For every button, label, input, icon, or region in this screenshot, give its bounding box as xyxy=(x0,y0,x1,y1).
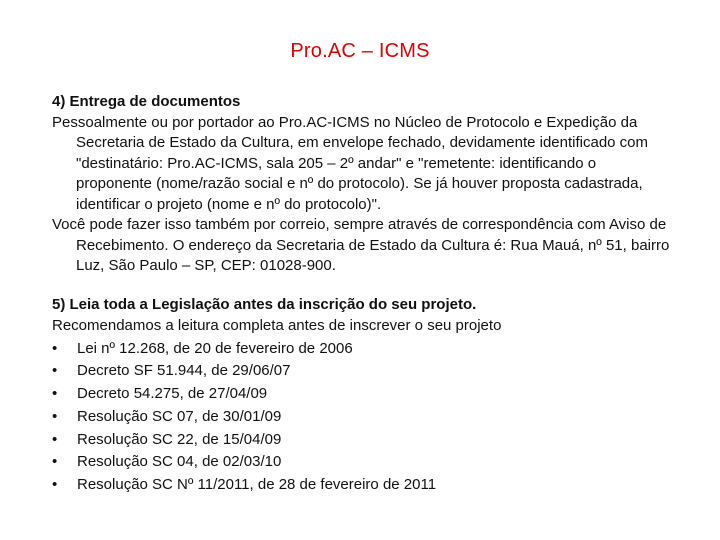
list-item xyxy=(52,451,672,474)
section-4-heading: 4) Entrega de documentos xyxy=(52,93,241,110)
section-5-intro: Recomendamos a leitura completa antes de inscrever o seu projeto xyxy=(52,317,502,334)
section-4-paragraph-mail: Você pode fazer isso também por correio, sempre através de correspondência com Aviso de Recebimento. O endereço da Secretaria de Estado da Cultura é: Rua Mauá, nº 51, bairro Luz, São Paulo – SP, CEP: 01028-900. xyxy=(52,216,670,274)
bullet-icon: • xyxy=(52,339,58,357)
list-item-text: Resolução SC 07, de 30/01/09 xyxy=(77,407,282,425)
list-item xyxy=(52,429,672,452)
legislation-list xyxy=(52,338,672,497)
section-5-heading: 5) Leia toda a Legislação antes da inscrição do seu projeto. xyxy=(52,295,477,313)
bullet-icon: • xyxy=(52,430,58,448)
list-item-text: Decreto 54.275, de 27/04/09 xyxy=(77,385,268,403)
list-item xyxy=(52,360,672,383)
bullet-icon: • xyxy=(52,453,58,471)
list-item-text: Decreto SF 51.944, de 29/06/07 xyxy=(77,362,291,380)
slide-body xyxy=(52,92,672,497)
bullet-icon: • xyxy=(52,475,58,493)
bullet-icon: • xyxy=(52,362,58,380)
section-4-paragraph-delivery: Pessoalmente ou por portador ao Pro.AC-ICMS no Núcleo de Protocolo e Expedição da Secretaria de Estado da Cultura, em envelope fechado, devidamente identificado com "destinatário: Pro.AC-ICMS, sala 205 – 2º andar" e "remetente: identificando o proponente (nome/razão social e nº do protocolo). Se já houver proposta cadastrada, identificar o projeto (nome e nº do protocolo)". xyxy=(52,113,649,213)
list-item xyxy=(52,383,672,406)
list-item-text: Resolução SC 22, de 15/04/09 xyxy=(77,430,282,448)
section-spacer xyxy=(52,277,672,295)
page-title: Pro.AC – ICMS xyxy=(290,40,430,62)
list-item xyxy=(52,406,672,429)
bullet-icon: • xyxy=(52,385,58,403)
list-item-text: Resolução SC 04, de 02/03/10 xyxy=(77,453,282,471)
bullet-icon: • xyxy=(52,407,58,425)
list-item xyxy=(52,338,672,361)
list-item xyxy=(52,474,672,497)
list-item-text: Lei nº 12.268, de 20 de fevereiro de 2006 xyxy=(77,339,353,357)
list-item-text: Resolução SC Nº 11/2011, de 28 de fevereiro de 2011 xyxy=(77,475,437,493)
